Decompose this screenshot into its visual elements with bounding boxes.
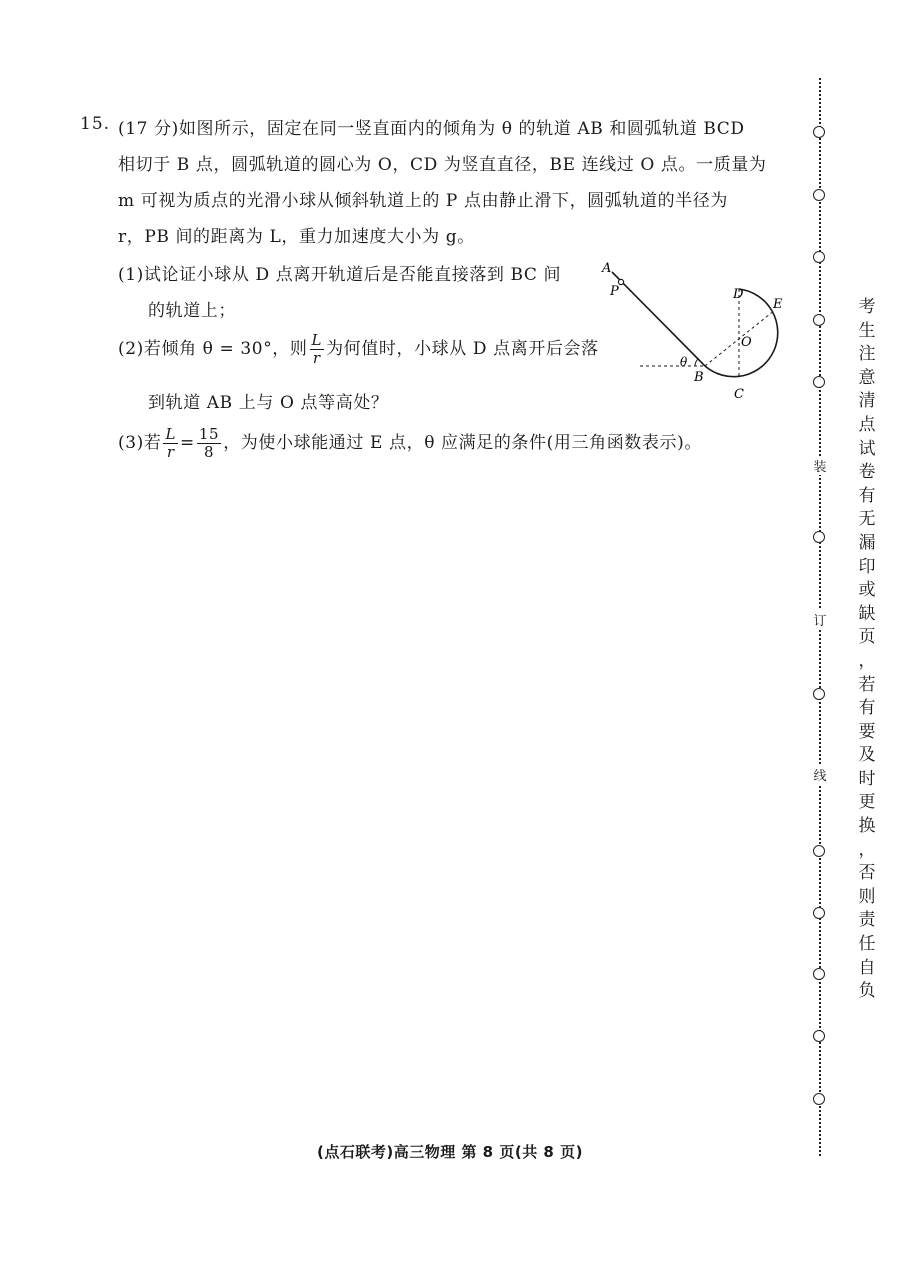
fraction-15-over-8	[197, 426, 221, 461]
notice-char: 卷	[858, 462, 876, 483]
notice-char: 若	[858, 674, 876, 695]
fraction-numerator: L	[311, 331, 323, 349]
fraction-numerator: 15	[198, 425, 220, 443]
notice-char: 有	[858, 485, 876, 506]
label-C: C	[734, 387, 744, 402]
notice-char: ，	[858, 650, 876, 671]
label-E: E	[773, 297, 783, 312]
binding-hole	[813, 688, 825, 700]
notice-char: 无	[858, 509, 876, 530]
label-B: B	[694, 370, 704, 385]
track-diagram	[595, 255, 795, 405]
notice-char: 生	[858, 320, 876, 341]
notice-char: 及	[858, 745, 876, 766]
question-stem-line-4: r，PB 间的距离为 L，重力加速度大小为 g。	[118, 227, 475, 247]
label-D: D	[733, 287, 744, 302]
page-footer: (点石联考)高三物理 第 8 页(共 8 页)	[317, 1143, 583, 1161]
notice-char: 时	[858, 768, 876, 789]
label-A: A	[602, 261, 612, 276]
notice-char: 换	[858, 816, 876, 837]
binding-hole	[813, 531, 825, 543]
binding-hole	[813, 845, 825, 857]
notice-char: ，	[858, 839, 876, 860]
binding-hole	[813, 126, 825, 138]
subquestion-1-line-1: (1)试论证小球从 D 点离开轨道后是否能直接落到 BC 间	[118, 265, 562, 285]
notice-char: 试	[858, 438, 876, 459]
fraction-denominator: r	[166, 443, 175, 461]
notice-char: 清	[858, 391, 876, 412]
binding-label-xian: 线	[809, 765, 831, 784]
line-BE	[705, 310, 775, 366]
subquestion-2-prefix: (2)若倾角 θ = 30°，则	[118, 339, 308, 359]
binding-hole	[813, 189, 825, 201]
incline-track-AB	[612, 272, 705, 366]
subquestion-3-prefix: (3)若	[118, 433, 162, 453]
question-number: 15.	[80, 114, 111, 134]
exam-notice	[855, 296, 879, 1004]
notice-char: 或	[858, 580, 876, 601]
question-stem-line-2: 相切于 B 点，圆弧轨道的圆心为 O，CD 为竖直直径，BE 连线过 O 点。一质量为	[118, 155, 767, 175]
equals-sign: =	[180, 433, 195, 453]
subquestion-2-line-2: 到轨道 AB 上与 O 点等高处？	[148, 393, 389, 413]
subquestion-2-line-1	[118, 332, 599, 367]
fraction-numerator: L	[165, 425, 177, 443]
notice-char: 任	[858, 934, 876, 955]
notice-char: 自	[858, 957, 876, 978]
binding-hole	[813, 251, 825, 263]
binding-hole	[813, 1030, 825, 1042]
fraction-denominator: 8	[203, 443, 215, 461]
notice-char: 印	[858, 556, 876, 577]
notice-char: 更	[858, 792, 876, 813]
angle-theta-arc	[695, 359, 698, 366]
notice-char: 意	[858, 367, 876, 388]
fraction-L-over-r	[163, 426, 178, 461]
question-stem-line-3: m 可视为质点的光滑小球从倾斜轨道上的 P 点由静止滑下，圆弧轨道的半径为	[118, 191, 728, 211]
notice-char: 要	[858, 721, 876, 742]
binding-label-zhuang: 装	[809, 456, 831, 475]
notice-char: 负	[858, 981, 876, 1002]
notice-char: 页	[858, 627, 876, 648]
notice-char: 则	[858, 886, 876, 907]
notice-char: 漏	[858, 532, 876, 553]
label-theta: θ	[680, 355, 688, 369]
label-O: O	[741, 335, 752, 350]
subquestion-2-suffix: 为何值时，小球从 D 点离开后会落	[326, 339, 599, 359]
notice-char: 缺	[858, 603, 876, 624]
question-stem-line-1: (17 分)如图所示，固定在同一竖直面内的倾角为 θ 的轨道 AB 和圆弧轨道 BCD	[118, 119, 745, 139]
notice-char: 有	[858, 698, 876, 719]
fraction-L-over-r	[310, 332, 325, 367]
ball-P	[618, 279, 623, 284]
label-P: P	[610, 284, 619, 299]
notice-char: 考	[858, 297, 876, 317]
binding-hole	[813, 314, 825, 326]
arc-track-BCD	[705, 289, 778, 377]
notice-char: 责	[858, 910, 876, 931]
fraction-denominator: r	[312, 349, 321, 367]
subquestion-3-suffix: ，为使小球能通过 E 点，θ 应满足的条件(用三角函数表示)。	[223, 433, 702, 453]
notice-char: 注	[858, 344, 876, 365]
notice-char: 否	[858, 863, 876, 884]
binding-hole	[813, 1093, 825, 1105]
subquestion-3-line	[118, 426, 702, 461]
binding-hole	[813, 907, 825, 919]
binding-hole	[813, 376, 825, 388]
binding-label-ding: 订	[809, 610, 831, 629]
notice-char: 点	[858, 414, 876, 435]
subquestion-1-line-2: 的轨道上；	[148, 301, 236, 321]
binding-hole	[813, 968, 825, 980]
